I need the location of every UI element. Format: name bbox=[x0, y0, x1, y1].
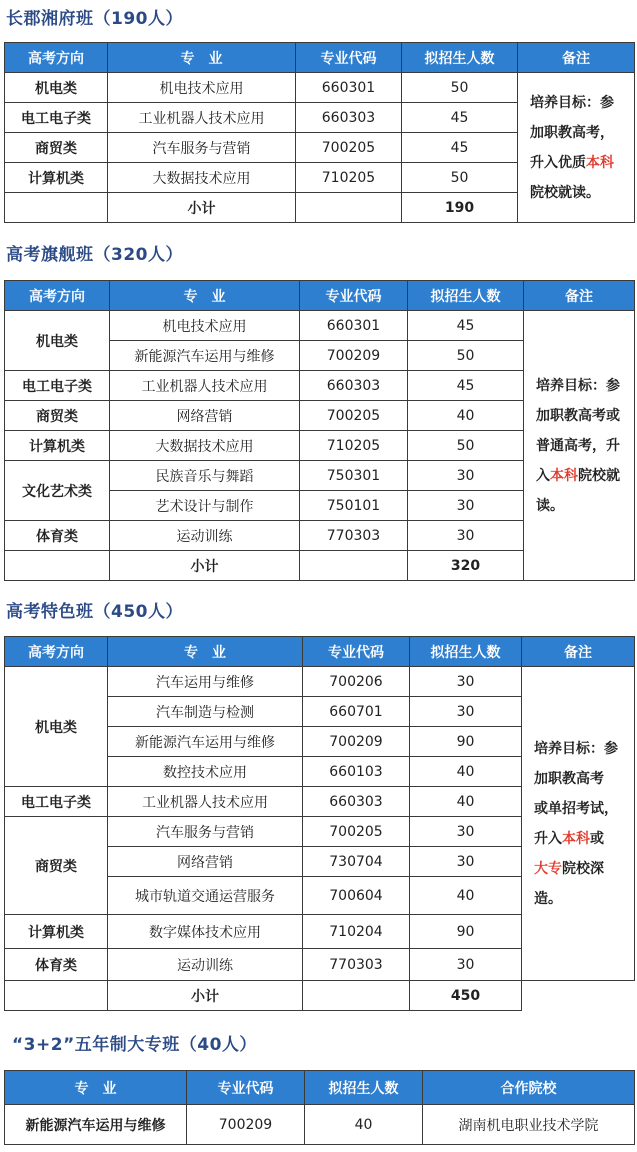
remark-line: 院校深 bbox=[562, 860, 604, 877]
remark-line: 培养目标：参 bbox=[530, 94, 614, 111]
cell-code: 660303 bbox=[296, 103, 402, 133]
subtotal-value: 450 bbox=[410, 981, 522, 1011]
cell-quota: 40 bbox=[410, 757, 522, 787]
cell-direction: 计算机类 bbox=[5, 431, 110, 461]
cell-direction: 体育类 bbox=[5, 521, 110, 551]
cell-code: 660301 bbox=[296, 73, 402, 103]
cell-major: 汽车运用与维修 bbox=[108, 667, 303, 697]
header-quota: 拟招生人数 bbox=[305, 1071, 423, 1105]
remark-line: 普通高考，升 bbox=[536, 437, 620, 454]
cell-quota: 90 bbox=[410, 727, 522, 757]
header-direction: 高考方向 bbox=[5, 637, 108, 667]
cell-code: 700209 bbox=[300, 341, 408, 371]
header-code: 专业代码 bbox=[300, 281, 408, 311]
cell-quota: 45 bbox=[408, 371, 524, 401]
cell-quota: 30 bbox=[408, 461, 524, 491]
cell-direction: 商贸类 bbox=[5, 133, 108, 163]
remark-line: 培养目标：参 bbox=[534, 740, 618, 757]
cell-code: 710205 bbox=[296, 163, 402, 193]
cell-major: 工业机器人技术应用 bbox=[110, 371, 300, 401]
remark-line: 加职教高考 bbox=[534, 770, 604, 787]
cell-direction: 机电类 bbox=[5, 667, 108, 787]
cell-quota: 40 bbox=[410, 877, 522, 915]
cell-empty bbox=[5, 551, 110, 581]
cell-direction: 文化艺术类 bbox=[5, 461, 110, 521]
cell-code: 660303 bbox=[303, 787, 410, 817]
cell-code: 700205 bbox=[300, 401, 408, 431]
cell-major: 工业机器人技术应用 bbox=[108, 787, 303, 817]
table-five-year bbox=[4, 1070, 635, 1145]
cell-quota: 30 bbox=[410, 847, 522, 877]
remark-line: 入 bbox=[536, 467, 550, 484]
subtotal-value: 190 bbox=[402, 193, 518, 223]
cell-quota: 50 bbox=[402, 163, 518, 193]
subtotal-label: 小计 bbox=[108, 193, 296, 223]
cell-direction: 机电类 bbox=[5, 73, 108, 103]
header-major: 专 业 bbox=[5, 1071, 187, 1105]
cell-quota: 40 bbox=[305, 1105, 423, 1145]
cell-quota: 30 bbox=[410, 667, 522, 697]
cell-quota: 50 bbox=[402, 73, 518, 103]
cell-quota: 40 bbox=[410, 787, 522, 817]
cell-code: 660103 bbox=[303, 757, 410, 787]
cell-direction: 电工电子类 bbox=[5, 371, 110, 401]
section-title-featured: 高考特色班（450人） bbox=[6, 602, 183, 622]
subtotal-label: 小计 bbox=[110, 551, 300, 581]
header-partner-school: 合作院校 bbox=[423, 1071, 635, 1105]
cell-direction: 计算机类 bbox=[5, 163, 108, 193]
table-featured bbox=[4, 636, 635, 1011]
cell-code: 770303 bbox=[303, 949, 410, 981]
remark-cell bbox=[522, 667, 635, 981]
section-title-five-year: “3+2”五年制大专班（40人） bbox=[12, 1035, 257, 1055]
cell-code: 700206 bbox=[303, 667, 410, 697]
header-direction: 高考方向 bbox=[5, 43, 108, 73]
cell-quota: 45 bbox=[402, 103, 518, 133]
cell-quota: 90 bbox=[410, 915, 522, 949]
remark-highlight: 本科 bbox=[550, 467, 578, 484]
remark-line: 升入优质 bbox=[530, 154, 586, 171]
section-title-flagship: 高考旗舰班（320人） bbox=[6, 245, 183, 265]
remark-line: 加职教高考， bbox=[530, 124, 614, 141]
header-quota: 拟招生人数 bbox=[410, 637, 522, 667]
subtotal-value: 320 bbox=[408, 551, 524, 581]
remark-cell bbox=[524, 311, 635, 581]
remark-highlight: 本科 bbox=[586, 154, 614, 171]
cell-empty bbox=[5, 981, 108, 1011]
cell-major: 新能源汽车运用与维修 bbox=[5, 1105, 187, 1145]
remark-line: 院校就 bbox=[578, 467, 620, 484]
cell-empty bbox=[300, 551, 408, 581]
cell-partner-school: 湖南机电职业技术学院 bbox=[423, 1105, 635, 1145]
cell-direction: 商贸类 bbox=[5, 817, 108, 915]
table-changjun bbox=[4, 42, 635, 223]
cell-major: 城市轨道交通运营服务 bbox=[108, 877, 303, 915]
cell-quota: 30 bbox=[408, 491, 524, 521]
cell-major: 汽车制造与检测 bbox=[108, 697, 303, 727]
cell-code: 700209 bbox=[187, 1105, 305, 1145]
cell-major: 运动训练 bbox=[108, 949, 303, 981]
remark-highlight: 本科 bbox=[562, 830, 590, 847]
header-code: 专业代码 bbox=[303, 637, 410, 667]
cell-major: 工业机器人技术应用 bbox=[108, 103, 296, 133]
remark-line: 或单招考试， bbox=[534, 800, 618, 817]
remark-highlight: 大专 bbox=[534, 860, 562, 877]
remark-line: 加职教高考或 bbox=[536, 407, 620, 424]
remark-cell bbox=[518, 73, 635, 223]
cell-code: 710204 bbox=[303, 915, 410, 949]
cell-code: 700205 bbox=[303, 817, 410, 847]
cell-major: 机电技术应用 bbox=[110, 311, 300, 341]
cell-quota: 30 bbox=[410, 697, 522, 727]
cell-major: 运动训练 bbox=[110, 521, 300, 551]
header-code: 专业代码 bbox=[187, 1071, 305, 1105]
header-remark: 备注 bbox=[524, 281, 635, 311]
cell-major: 汽车服务与营销 bbox=[108, 817, 303, 847]
cell-empty bbox=[303, 981, 410, 1011]
header-major: 专 业 bbox=[110, 281, 300, 311]
cell-direction: 电工电子类 bbox=[5, 787, 108, 817]
cell-code: 700604 bbox=[303, 877, 410, 915]
table-flagship bbox=[4, 280, 635, 581]
cell-major: 汽车服务与营销 bbox=[108, 133, 296, 163]
cell-direction: 体育类 bbox=[5, 949, 108, 981]
cell-code: 660701 bbox=[303, 697, 410, 727]
cell-major: 大数据技术应用 bbox=[108, 163, 296, 193]
remark-line: 院校就读。 bbox=[530, 184, 600, 201]
cell-quota: 40 bbox=[408, 401, 524, 431]
cell-code: 660303 bbox=[300, 371, 408, 401]
cell-major: 大数据技术应用 bbox=[110, 431, 300, 461]
cell-code: 730704 bbox=[303, 847, 410, 877]
cell-major: 民族音乐与舞蹈 bbox=[110, 461, 300, 491]
cell-code: 750301 bbox=[300, 461, 408, 491]
cell-quota: 30 bbox=[410, 817, 522, 847]
cell-quota: 50 bbox=[408, 341, 524, 371]
cell-code: 770303 bbox=[300, 521, 408, 551]
cell-major: 新能源汽车运用与维修 bbox=[110, 341, 300, 371]
cell-code: 660301 bbox=[300, 311, 408, 341]
cell-empty bbox=[5, 193, 108, 223]
header-direction: 高考方向 bbox=[5, 281, 110, 311]
header-quota: 拟招生人数 bbox=[408, 281, 524, 311]
cell-quota: 30 bbox=[408, 521, 524, 551]
cell-quota: 30 bbox=[410, 949, 522, 981]
remark-line: 造。 bbox=[534, 890, 562, 907]
header-code: 专业代码 bbox=[296, 43, 402, 73]
remark-line: 或 bbox=[590, 830, 604, 847]
cell-direction: 商贸类 bbox=[5, 401, 110, 431]
section-title-changjun: 长郡湘府班（190人） bbox=[6, 9, 183, 29]
cell-code: 700209 bbox=[303, 727, 410, 757]
header-quota: 拟招生人数 bbox=[402, 43, 518, 73]
cell-direction: 机电类 bbox=[5, 311, 110, 371]
header-remark: 备注 bbox=[518, 43, 635, 73]
cell-major: 数控技术应用 bbox=[108, 757, 303, 787]
cell-major: 艺术设计与制作 bbox=[110, 491, 300, 521]
cell-major: 新能源汽车运用与维修 bbox=[108, 727, 303, 757]
cell-direction: 电工电子类 bbox=[5, 103, 108, 133]
cell-major: 网络营销 bbox=[108, 847, 303, 877]
cell-quota: 45 bbox=[402, 133, 518, 163]
header-major: 专 业 bbox=[108, 43, 296, 73]
cell-quota: 50 bbox=[408, 431, 524, 461]
cell-major: 数字媒体技术应用 bbox=[108, 915, 303, 949]
cell-major: 机电技术应用 bbox=[108, 73, 296, 103]
cell-quota: 45 bbox=[408, 311, 524, 341]
cell-direction: 计算机类 bbox=[5, 915, 108, 949]
subtotal-label: 小计 bbox=[108, 981, 303, 1011]
cell-code: 750101 bbox=[300, 491, 408, 521]
cell-code: 710205 bbox=[300, 431, 408, 461]
cell-code: 700205 bbox=[296, 133, 402, 163]
header-remark: 备注 bbox=[522, 637, 635, 667]
header-major: 专 业 bbox=[108, 637, 303, 667]
remark-line: 读。 bbox=[536, 497, 564, 514]
cell-major: 网络营销 bbox=[110, 401, 300, 431]
remark-line: 升入 bbox=[534, 830, 562, 847]
remark-line: 培养目标：参 bbox=[536, 377, 620, 394]
cell-empty bbox=[296, 193, 402, 223]
